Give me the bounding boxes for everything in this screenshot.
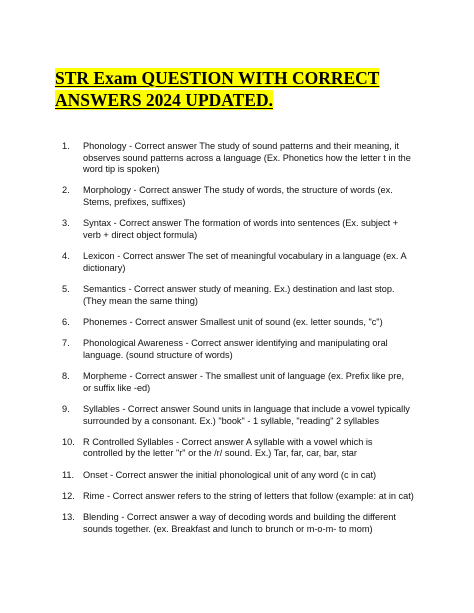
- list-item-text: Semantics - Correct answer study of meaning. Ex.) destination and last stop. (They mean the same thing): [83, 284, 395, 306]
- list-item: [62, 284, 414, 307]
- list-item: [62, 185, 414, 208]
- list-item: [62, 512, 414, 535]
- list-item-number: 8.: [62, 371, 70, 382]
- list-item-number: 7.: [62, 338, 70, 349]
- list-item: [62, 141, 414, 176]
- list-item-number: 3.: [62, 218, 70, 229]
- list-item-number: 4.: [62, 251, 70, 262]
- list-item-text: Morpheme - Correct answer - The smallest unit of language (ex. Prefix like pre, or suffix like -ed): [83, 371, 405, 393]
- list-item-text: Rime - Correct answer refers to the string of letters that follow (example: at in cat): [83, 491, 414, 502]
- list-item-number: 13.: [62, 512, 75, 523]
- list-item: [62, 251, 414, 274]
- list-item-number: 6.: [62, 316, 70, 327]
- list-item-text: Phonemes - Correct answer Smallest unit of sound (ex. letter sounds, "c"): [83, 316, 383, 327]
- list-item-number: 9.: [62, 404, 70, 414]
- document-title-line2: ANSWERS 2024 UPDATED.: [55, 90, 273, 110]
- list-item-text: Morphology - Correct answer The study of words, the structure of words (ex. Stems, prefixes, suffixes): [83, 185, 393, 208]
- list-item: [62, 371, 414, 394]
- list-item-number: 2.: [62, 185, 70, 196]
- list-item-text: Syllables - Correct answer Sound units in language that include a vowel typically surrounded by a consonant. Ex.) "book" - 1 syllable, "reading" 2 syllables: [83, 404, 410, 426]
- question-answer-list: [62, 141, 414, 545]
- list-item: [62, 491, 414, 503]
- list-item-text: R Controlled Syllables - Correct answer A syllable with a vowel which is controlled by the letter "r" or the /r/ sound. Ex.) Tar, far, car, bar, star: [83, 436, 373, 459]
- list-item-number: 5.: [62, 284, 70, 295]
- list-item: [62, 218, 414, 241]
- list-item: [62, 404, 414, 427]
- list-item-text: Blending - Correct answer a way of decoding words and building the different sounds together. (ex. Breakfast and lunch to brunch or m-o-m- to mom): [83, 512, 396, 534]
- list-item: [62, 338, 414, 361]
- list-item-text: Phonology - Correct answer The study of sound patterns and their meaning, it observes sound patterns across a language (Ex. Phonetics how the letter t in the word tip is spoken): [83, 141, 411, 175]
- list-item: [62, 470, 414, 482]
- list-item-number: 11.: [62, 469, 75, 480]
- list-item-text: Syntax - Correct answer The formation of words into sentences (Ex. subject + verb + direct object formula): [83, 218, 399, 240]
- document-title-line1: STR Exam QUESTION WITH CORRECT: [55, 68, 380, 88]
- list-item-number: 1.: [62, 141, 70, 151]
- list-item-text: Onset - Correct answer the initial phonological unit of any word (c in cat): [83, 469, 377, 480]
- list-item: [62, 437, 414, 460]
- list-item-text: Phonological Awareness - Correct answer identifying and manipulating oral language. (sound structure of words): [83, 338, 388, 360]
- list-item-text: Lexicon - Correct answer The set of meaningful vocabulary in a language (ex. A dictionary): [83, 251, 407, 273]
- document-title: [55, 67, 435, 111]
- list-item-number: 10.: [62, 436, 75, 447]
- list-item-number: 12.: [62, 491, 75, 502]
- list-item: [62, 317, 414, 329]
